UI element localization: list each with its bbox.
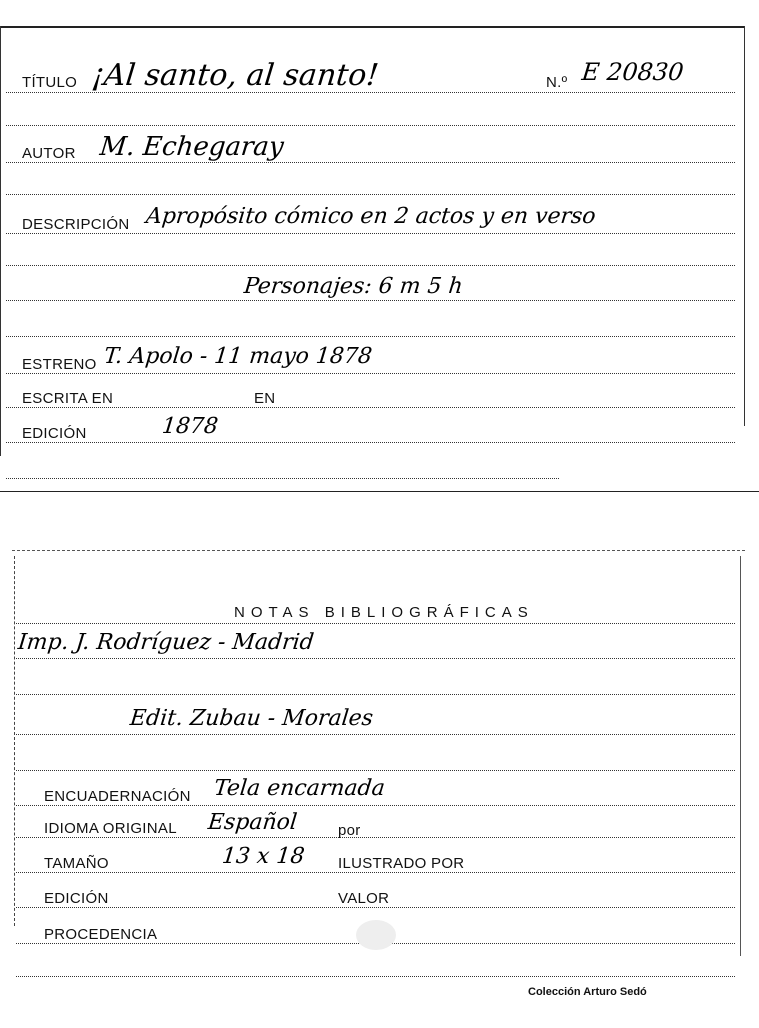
- rule-line: [6, 373, 735, 374]
- rule-line: [6, 92, 735, 93]
- rule-line: [16, 734, 735, 735]
- rule-line: [6, 194, 735, 195]
- rule-line: [16, 770, 735, 771]
- rule-line: [6, 336, 735, 337]
- card-left-border: [0, 26, 1, 456]
- rule-line: [16, 694, 735, 695]
- rule-line: [6, 478, 559, 479]
- escrita-label: ESCRITA EN: [22, 390, 114, 407]
- edicion-value: 1878: [160, 414, 220, 439]
- edicion-label: EDICIÓN: [22, 425, 87, 442]
- numero-label: N.º: [546, 74, 568, 91]
- notas-title: NOTAS BIBLIOGRÁFICAS: [234, 604, 534, 621]
- encuadernacion-value: Tela encarnada: [212, 776, 387, 801]
- card-right-border: [744, 26, 745, 426]
- rule-line: [6, 300, 735, 301]
- rule-line: [16, 872, 735, 873]
- rule-line: [6, 233, 735, 234]
- titulo-label: TÍTULO: [22, 74, 78, 91]
- personajes-value: Personajes: 6 m 5 h: [242, 274, 465, 299]
- rule-line: [6, 162, 735, 163]
- card-top-border: [12, 550, 745, 551]
- idioma-label: IDIOMA ORIGINAL: [44, 820, 177, 837]
- card-separator: [0, 491, 759, 492]
- rule-line: [16, 658, 735, 659]
- rule-line: [6, 265, 735, 266]
- rule-line: [16, 976, 735, 977]
- rule-line: [16, 623, 735, 624]
- en-label: EN: [254, 390, 276, 407]
- rule-line: [6, 407, 735, 408]
- notas-line-2: Edit. Zubau - Morales: [128, 706, 375, 731]
- autor-label: AUTOR: [22, 145, 76, 162]
- encuadernacion-label: ENCUADERNACIÓN: [44, 788, 191, 805]
- descripcion-label: DESCRIPCIÓN: [22, 216, 130, 233]
- descripcion-value: Apropósito cómico en 2 actos y en verso: [144, 204, 597, 229]
- catalog-card-front: [0, 0, 759, 492]
- tamano-label: TAMAÑO: [44, 855, 109, 872]
- catalog-card-back: [0, 548, 759, 1018]
- estreno-label: ESTRENO: [22, 356, 97, 373]
- numero-value: E 20830: [580, 58, 685, 86]
- estreno-value: T. Apolo - 11 mayo 1878: [102, 344, 374, 369]
- card-left-border: [14, 556, 15, 926]
- card-right-border: [740, 556, 741, 956]
- card-top-border: [0, 26, 745, 28]
- idioma-value: Español: [206, 810, 299, 835]
- paper-smudge: [356, 920, 396, 950]
- collection-credit: Colección Arturo Sedó: [528, 986, 647, 998]
- rule-line: [16, 907, 735, 908]
- por-label: por: [338, 822, 361, 839]
- edicion-back-label: EDICIÓN: [44, 890, 109, 907]
- rule-line: [6, 125, 735, 126]
- valor-label: VALOR: [338, 890, 390, 907]
- ilustrado-label: ILUSTRADO POR: [338, 855, 465, 872]
- rule-line: [6, 442, 735, 443]
- tamano-value: 13 x 18: [220, 844, 306, 869]
- titulo-value: ¡Al santo, al santo!: [90, 58, 381, 93]
- autor-value: M. Echegaray: [98, 132, 286, 162]
- procedencia-label: PROCEDENCIA: [44, 926, 158, 943]
- notas-line-1: Imp. J. Rodríguez - Madrid: [16, 630, 316, 655]
- rule-line: [16, 805, 735, 806]
- rule-line: [16, 837, 735, 838]
